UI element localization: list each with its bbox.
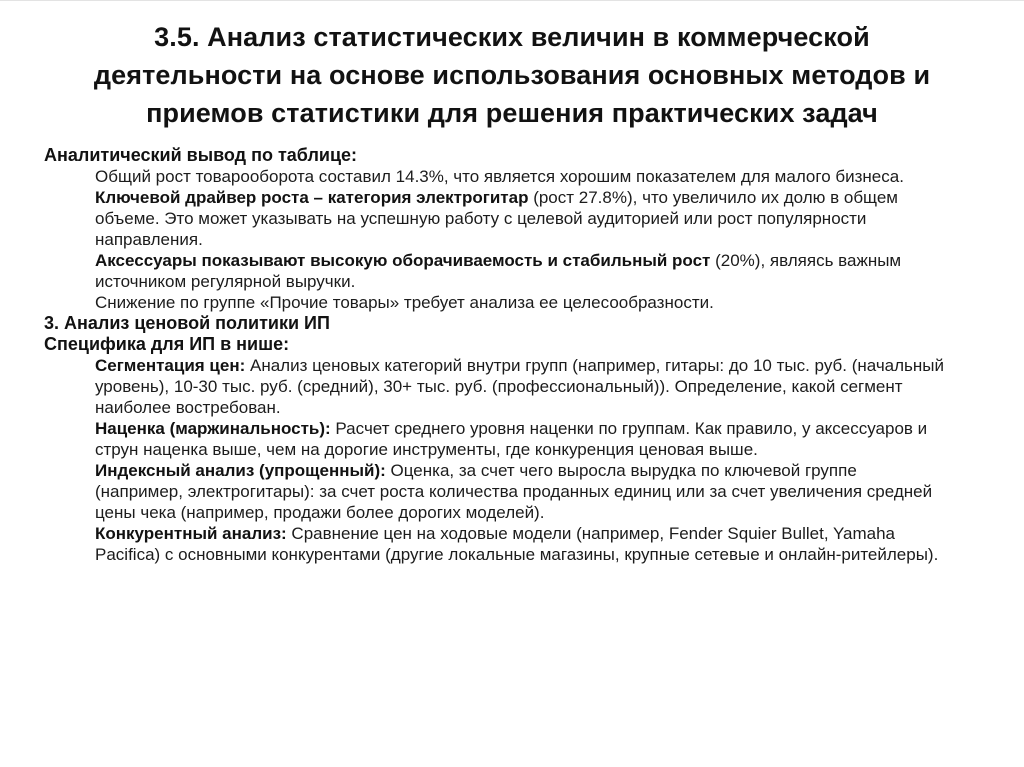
slide-title-line: деятельности на основе использования основных методов и [93, 60, 931, 90]
section-heading-analytic-conclusion [0, 145, 1024, 166]
paragraph-lead: Сегментация цен: [95, 356, 246, 375]
paragraph-text: Анализ ценовых категорий внутри групп (например, гитары: до 10 тыс. руб. (начальный уровень), 10-30 тыс. руб. (средний), 30+ тыс. руб. (профессиональный)). Определение, какой сегмент наиболее востребован. [95, 356, 945, 417]
paragraph-lead: Индексный анализ (упрощенный): [95, 461, 386, 480]
paragraph-text: Сравнение цен на ходовые модели (например, Fender Squier Bullet, Yamaha Pacifica) с основными конкурентами (другие локальные магазины, крупные сетевые и онлайн-ритейлеры). [95, 524, 939, 564]
section-heading-ip-niche [0, 334, 1024, 355]
paragraph-markup-marginality [0, 418, 1024, 460]
paragraph-key-driver [0, 187, 1024, 250]
paragraph-index-analysis [0, 460, 1024, 523]
paragraph-other-goods-decline [0, 292, 1024, 313]
section-heading-price-policy [0, 313, 1024, 334]
heading-text: Аналитический вывод по таблице: [44, 145, 358, 165]
slide-title [56, 1, 968, 132]
paragraph-text: (20%), являясь важным источником регулярной выручки. [95, 251, 902, 291]
heading-text: 3. Анализ ценовой политики ИП [44, 313, 330, 333]
paragraph-lead: Ключевой драйвер роста – категория электрогитар [95, 188, 529, 207]
paragraph-lead: Наценка (маржинальность): [95, 419, 331, 438]
paragraph-text: Оценка, за счет чего выросла вырудка по ключевой группе (например, электрогитары): за счет роста количества проданных единиц или за счет увеличения средней цены чека (например, продажи более дорогих моделей). [95, 461, 933, 522]
paragraph-lead: Аксессуары показывают высокую оборачиваемость и стабильный рост [95, 251, 711, 270]
slide-title-line: приемов статистики для решения практических задач [146, 98, 878, 128]
paragraph-turnover-growth [0, 166, 1024, 187]
paragraph-text: Расчет среднего уровня наценки по группам. Как правило, у аксессуаров и струн наценка выше, чем на дорогие инструменты, где конкуренция ценовая выше. [95, 419, 928, 459]
paragraph-text: Общий рост товарооборота составил 14.3%, что является хорошим показателем для малого бизнеса. [95, 167, 904, 186]
paragraph-accessories [0, 250, 1024, 292]
slide-body [0, 132, 1024, 565]
paragraph-text: (рост 27.8%), что увеличило их долю в общем объеме. Это может указывать на успешную работу с целевой аудиторией или рост популярности направления. [95, 188, 898, 249]
slide-title-line: 3.5. Анализ статистических величин в коммерческой [154, 22, 870, 52]
paragraph-price-segmentation [0, 355, 1024, 418]
heading-text: Специфика для ИП в нише: [44, 334, 290, 354]
paragraph-competitive-analysis [0, 523, 1024, 565]
paragraph-text: Снижение по группе «Прочие товары» требует анализа ее целесообразности. [95, 293, 714, 312]
paragraph-lead: Конкурентный анализ: [95, 524, 287, 543]
